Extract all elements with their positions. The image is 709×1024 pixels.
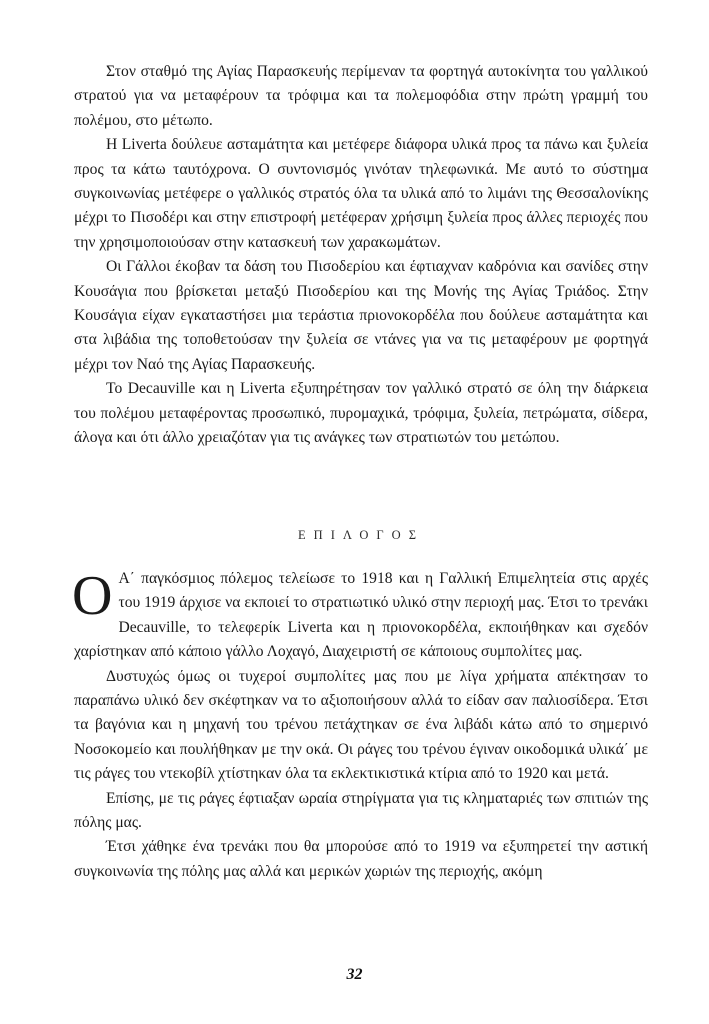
drop-cap: Ο <box>72 565 113 627</box>
intro-text-block <box>74 60 648 451</box>
paragraph: Οι Γάλλοι έκοβαν τα δάση του Πισοδερίου και έφτιαχναν καδρόνια και σανίδες στην Κουσάγια που βρίσκεται μεταξύ Πισοδερίου και της Μονής της Αγίας Τριάδος. Στην Κουσάγια είχαν εγκαταστήσει μια τεράστια πριονοκορδέλα που δούλευε ασταμάτητα και στα λιβάδια της τοποθετούσαν την ξυλεία σε ντάνες για να τις μεταφέρουν με φορτηγά μέχρι τον Ναό της Αγίας Παρασκευής. <box>74 258 648 373</box>
paragraph: Έτσι χάθηκε ένα τρενάκι που θα μπορούσε από το 1919 να εξυπηρετεί την αστική συγκοινωνία της πόλης μας αλλά και μερικών χωριών της περιοχής, ακόμη <box>74 838 648 880</box>
epilogue-first-paragraph-text: Α΄ παγκόσμιος πόλεμος τελείωσε το 1918 και η Γαλλική Επιμελητεία στις αρχές του 1919 άρχισε να εκποιεί το στρατιωτικό υλικό στην περιοχή μας. Έτσι το τρενάκι Decauville, το τελεφερίκ Liverta και η πριονοκορδέλα, εκποιήθηκαν και σχεδόν χαρίστηκαν από κάποιο γάλλο Λοχαγό, Διαχειριστή σε κάποιους συμπολίτες μας. <box>74 570 648 661</box>
epilogue-text-block <box>74 567 648 884</box>
paragraph: Η Liverta δούλευε ασταμάτητα και μετέφερε διάφορα υλικά προς τα πάνω και ξυλεία προς τα κάτω ταυτόχρονα. Ο συντονισμός γινόταν τηλεφωνικά. Με αυτό το σύστημα συγκοινωνίας μετέφερε ο γαλλικός στρατός όλα τα υλικά από το λιμάνι της Θεσσαλονίκης μέχρι το Πισοδέρι και στην επιστροφή μετέφεραν χρήσιμη ξυλεία προς άλλες περιοχές που την χρησιμοποιούσαν στην κατασκευή των χαρακωμάτων. <box>74 136 648 251</box>
paragraph: Στον σταθμό της Αγίας Παρασκευής περίμεναν τα φορτηγά αυτοκίνητα του γαλλικού στρατού για να μεταφέρουν τα τρόφιμα και τα πολεμοφόδια στην πρώτη γραμμή του πολέμου, στο μέτωπο. <box>74 63 648 129</box>
paragraph: Επίσης, με τις ράγες έφτιαξαν ωραία στηρίγματα για τις κληματαριές των σπιτιών της πόλης μας. <box>74 789 648 832</box>
paragraph: Το Decauville και η Liverta εξυπηρέτησαν τον γαλλικό στρατό σε όλη την διάρκεια του πολέμου μεταφέροντας προσωπικό, πυρομαχικά, τρόφιμα, ξυλεία, πετρώματα, σίδερα, άλογα και ότι άλλο χρειαζόταν για τις ανάγκες των στρατιωτών του μετώπου. <box>74 380 648 447</box>
paragraph: Δυστυχώς όμως οι τυχεροί συμπολίτες μας που με λίγα χρήματα απέκτησαν το παραπάνω υλικό δεν σκέφτηκαν να το αξιοποιήσουν αλλά το είδαν σαν παλιοσίδερα. Έτσι τα βαγόνια και η μηχανή του τρένου πετάχτηκαν σε ένα λιβάδι κάτω από το σημερινό Νοσοκομείο και πουλήθηκαν με την οκά. Οι ράγες του τρένου έγιναν οικοδομικά υλικά΄ με τις ράγες του ντεκοβίλ χτίστηκαν όλα τα εκλεκτικιστικά κτίρια από το 1920 και μετά. <box>74 667 648 783</box>
section-heading: ΕΠΙΛΟΓΟΣ <box>298 528 424 542</box>
epilogue-first-paragraph <box>74 567 648 665</box>
page-number: 32 <box>346 966 363 983</box>
